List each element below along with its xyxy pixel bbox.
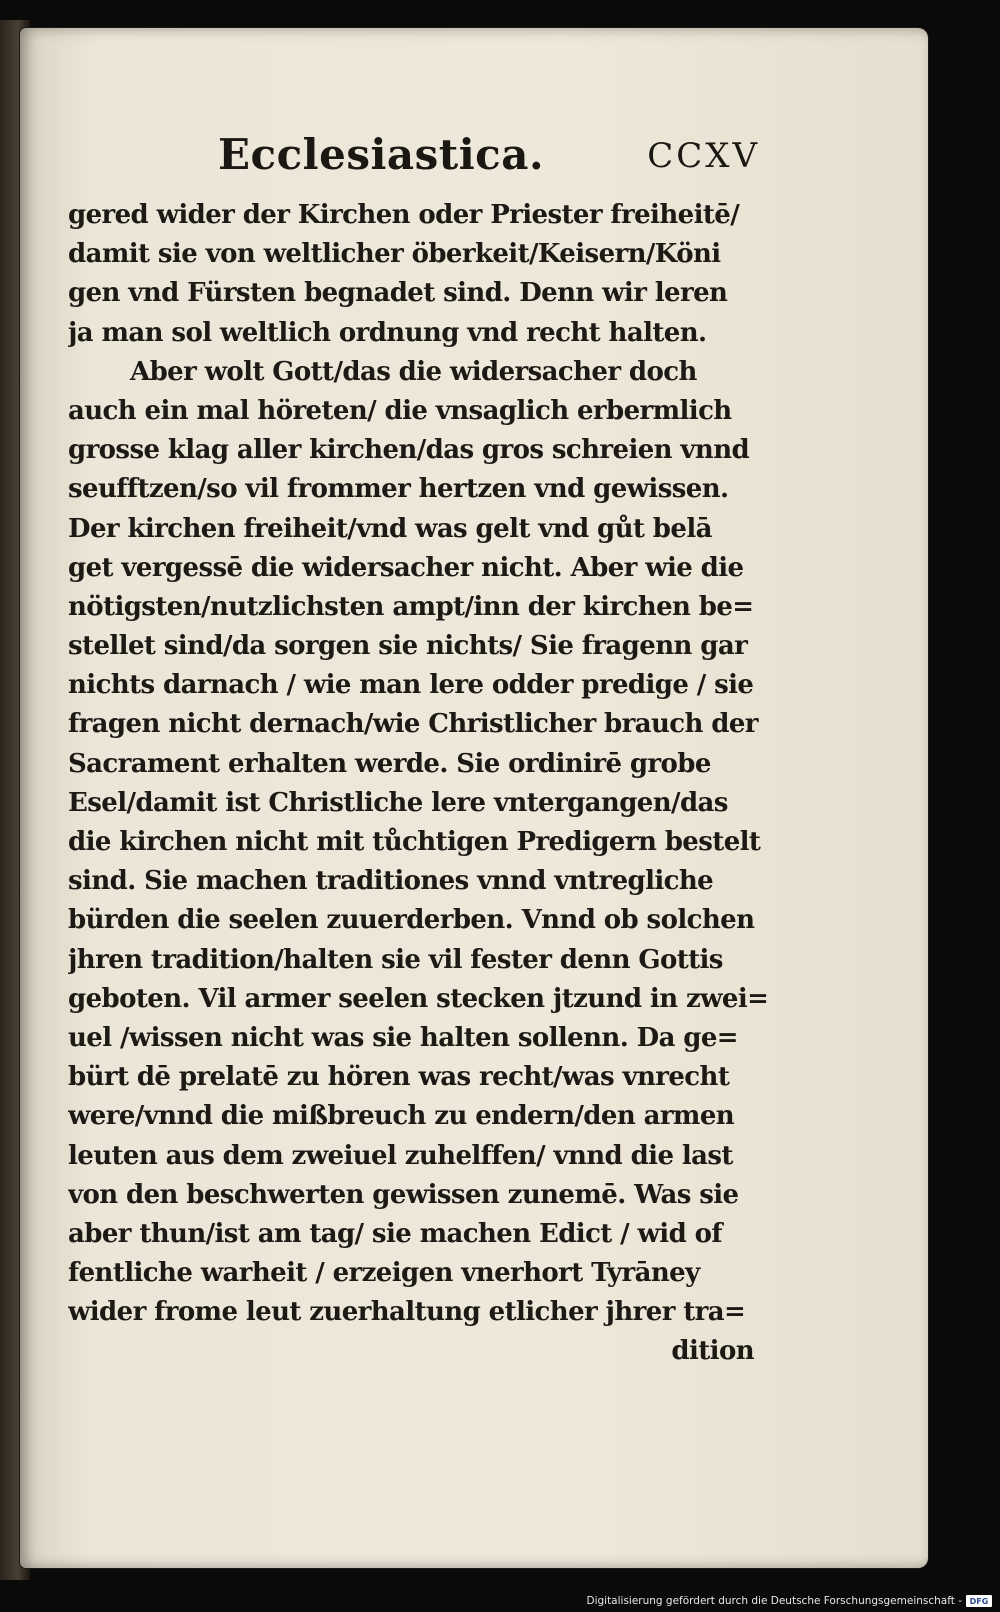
text-line: auch ein mal höreten/ die vnsaglich erbermlich [68, 395, 732, 426]
credit-text: Digitalisierung gefördert durch die Deutsche Forschungsgemeinschaft - [586, 1595, 962, 1607]
text-line: aber thun/ist am tag/ sie machen Edict / wid of [68, 1218, 722, 1249]
text-line: leuten aus dem zweiuel zuhelffen/ vnnd die last [68, 1140, 733, 1171]
text-line: get vergessē die widersacher nicht. Aber wie die [68, 552, 744, 583]
running-head [68, 130, 768, 192]
text-line: Aber wolt Gott/das die widersacher doch [130, 356, 697, 387]
running-title: Ecclesiastica. [218, 130, 545, 179]
text-line: Der kirchen freiheit/vnd was gelt vnd gůt belā [68, 513, 712, 544]
text-line: jhren tradition/halten sie vil fester denn Gottis [68, 944, 723, 975]
text-line: damit sie von weltlicher öberkeit/Keisern/Köni [68, 239, 721, 270]
text-line: were/vnnd die mißbreuch zu endern/den armen [68, 1101, 735, 1132]
catchword: dition [671, 1336, 754, 1367]
text-line: Sacrament erhalten werde. Sie ordinirē grobe [68, 748, 711, 779]
text-line: seufftzen/so vil frommer hertzen vnd gewissen. [68, 474, 729, 505]
text-line: nötigsten/nutzlichsten ampt/inn der kirchen be= [68, 591, 754, 622]
text-line: bürden die seelen zuuerderben. Vnnd ob solchen [68, 905, 755, 936]
text-line: die kirchen nicht mit tůchtigen Predigern bestelt [68, 827, 761, 857]
folio-number: CCXV [647, 136, 760, 176]
text-line: bürt dē prelatē zu hören was recht/was vnrecht [68, 1062, 730, 1093]
text-line: wider frome leut zuerhaltung etlicher jhrer tra= [68, 1297, 746, 1328]
text-line: von den beschwerten gewissen zunemē. Was sie [68, 1179, 739, 1210]
body-text [68, 196, 768, 1372]
dfg-logo-icon: DFG [966, 1595, 992, 1607]
text-line: geboten. Vil armer seelen stecken jtzund in zwei= [68, 983, 768, 1014]
text-line: uel /wissen nicht was sie halten sollenn. Da ge= [68, 1022, 738, 1053]
text-line: gen vnd Fürsten begnadet sind. Denn wir leren [68, 278, 728, 309]
text-line: fragen nicht dernach/wie Christlicher brauch der [68, 709, 758, 740]
text-line: ja man sol weltlich ordnung vnd recht halten. [68, 317, 707, 348]
text-line: gered wider der Kirchen oder Priester freiheitē/ [68, 200, 740, 230]
text-line: sind. Sie machen traditiones vnnd vntregliche [68, 866, 714, 897]
book-page [20, 28, 928, 1568]
text-line: Esel/damit ist Christliche lere vntergangen/das [68, 787, 728, 818]
text-line: grosse klag aller kirchen/das gros schreien vnnd [68, 435, 750, 466]
text-line: fentliche warheit / erzeigen vnerhort Tyrāney [68, 1258, 700, 1289]
digitization-credit [586, 1594, 992, 1608]
text-line: stellet sind/da sorgen sie nichts/ Sie fragenn gar [68, 631, 748, 662]
page-text-block [68, 130, 768, 1372]
text-line: nichts darnach / wie man lere odder predige / sie [68, 670, 754, 701]
